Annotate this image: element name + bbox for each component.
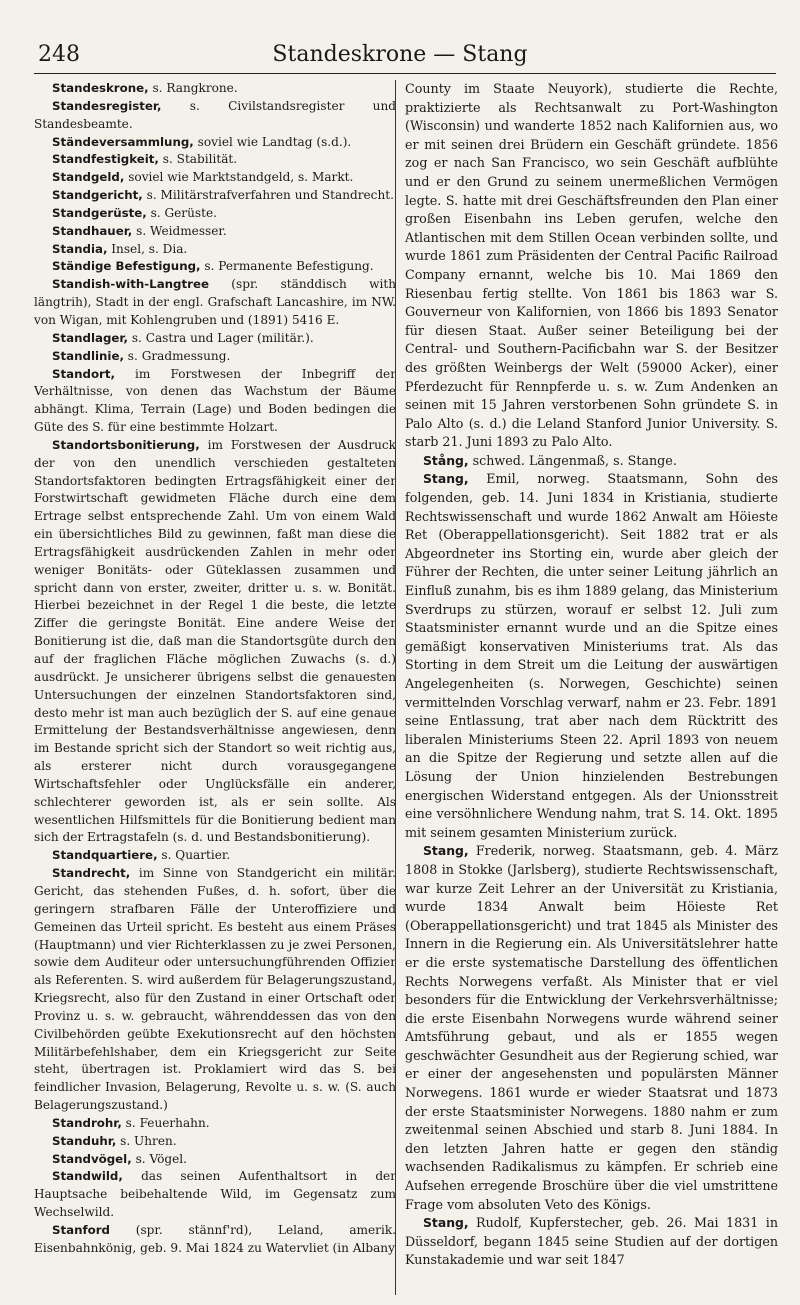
dictionary-entry: [34, 1133, 396, 1151]
dictionary-entry: [405, 80, 778, 452]
entry-text: s. Civilstandsregister und Standesbeamte.: [34, 98, 396, 131]
dictionary-entry: [34, 348, 396, 366]
entry-text: s. Stabilität.: [158, 152, 238, 167]
entry-text: s. Feuerhahn.: [121, 1115, 210, 1130]
running-title: Standeskrone — Stang: [272, 42, 528, 67]
entry-headword: Ständige Befestigung,: [52, 259, 201, 274]
right-column: [405, 80, 778, 1270]
dictionary-entry: [405, 470, 778, 842]
entry-text: s. Gerüste.: [146, 205, 217, 220]
entry-headword: Standwild,: [52, 1169, 123, 1184]
dictionary-entry: [34, 258, 396, 276]
dictionary-entry: [34, 205, 396, 223]
entry-headword: Standortsbonitierung,: [52, 437, 200, 452]
dictionary-entry: [34, 276, 396, 330]
entry-text: s. Militärstrafverfahren und Standrecht.: [142, 188, 394, 203]
entry-headword: Standesregister,: [52, 98, 162, 113]
entry-text: soviel wie Landtag (s.d.).: [193, 134, 352, 149]
entry-text: im Forstwesen der Ausdruck der von den unendlich verschieden gestalteten Standortsfaktoren bedingten Ertragsfähigkeit einer der Forstwirtschaft gewidmeten Fläche durch eine dem Ertrage selbst entsprechende Zahl. Um von einem Wald ein übersichtliches Bild zu gewinnen, faßt man diese die Ertragsfähigkeit ausdrückenden Zahlen in mehr oder weniger Bonitäts- oder Güteklassen zusammen und spricht dann von erster, zweiter, dritter u. s. w. Bonität. Hierbei bezeichnet in der Regel 1 die beste, die letzte Ziffer die geringste Bonität. Eine andere Weise der Bonitierung ist die, daß man die Standortsgüte durch den auf der fraglichen Fläche möglichen Zuwachs (s. d.) ausdrückt. Je unsicherer übrigens selbst die genauesten Untersuchungen der einzelnen Standortsfaktoren sind, desto mehr ist man auch bezüglich der S. auf eine genaue Ermittelung der Bestandsverhältnisse angewiesen, denn im Bestande spricht sich der Standort so weit richtig aus, als ersterer nicht durch vorausgegangene Wirtschaftsfehler oder Unglücksfälle ein anderer, schlechterer geworden ist, als er sein sollte. Als wesentlichen Hilfsmittels für die Bonitierung bedient man sich der Ertragstafeln (s. d. und Bestandsbonitierung).: [34, 437, 396, 845]
entry-headword: Standvögel,: [52, 1151, 132, 1166]
entry-text: schwed. Längenmaß, s. Stange.: [468, 452, 677, 468]
entry-text: (spr. stännf'rd), Leland, amerik. Eisenbahnkönig, geb. 9. Mai 1824 zu Watervliet (in Albany: [34, 1223, 396, 1255]
entry-text: County im Staate Neuyork), studierte die Rechte, praktizierte als Rechtsanwalt zu Port-Washington (Wisconsin) und wanderte 1852 nach Kalifornien aus, wo er mit seinen drei Brüdern ein Geschäft gründete. 1856 zog er nach San Francisco, wo sein Geschäft aufblühte und er den Grund zu seinem unermeßlichen Vermögen legte. S. hatte mit drei Geschäftsfreunden den Plan einer großen Eisenbahn ins Leben gerufen, welche den Atlantischen mit dem Stillen Ocean verbinden sollte, und wurde 1861 zum Präsidenten der Central Pacific Railroad Company ernannt, welche bis 10. Mai 1869 den Riesenbau fertig stellte. Von 1861 bis 1863 war S. Gouverneur von Kalifornien, von 1866 bis 1893 Senator für diesen Staat. Außer seiner Beteiligung bei der Central- und Southern-Pacificbahn war S. der Besitzer des größten Weinbergs der Welt (59000 Acker), einer Pferdezucht für Rennpferde u. s. w. Zum Andenken an seinen mit 15 Jahren verstorbenen Sohn gründete S. in Palo Alto (s. d.) die Leland Stanford Junior University. S. starb 21. Juni 1893 zu Palo Alto.: [405, 81, 778, 450]
dictionary-entry: [34, 847, 396, 865]
dictionary-entry: [405, 842, 778, 1214]
entry-headword: Standia,: [52, 241, 108, 256]
entry-headword: Stang,: [423, 471, 469, 487]
entry-text: Rudolf, Kupferstecher, geb. 26. Mai 1831 in Düsseldorf, begann 1845 seine Studien auf der dortigen Kunstakademie und war seit 1847: [405, 1215, 778, 1268]
entry-headword: Standquartiere,: [52, 848, 158, 863]
entry-headword: Stång,: [423, 452, 469, 468]
entry-headword: Stanford: [52, 1223, 110, 1237]
dictionary-entry: [34, 134, 396, 152]
column-divider: [395, 80, 396, 1295]
entry-text: Insel, s. Dia.: [107, 241, 188, 256]
dictionary-entry: [34, 1168, 396, 1222]
entry-headword: Standort,: [52, 366, 115, 381]
entry-text: im Forstwesen der Inbegriff der Verhältnisse, von denen das Wachstum der Bäume abhängt. Klima, Terrain (Lage) und Boden bedingen die Güte des S. für eine bestimmte Holzart.: [34, 366, 396, 435]
dictionary-entry: [34, 330, 396, 348]
dictionary-entry: [405, 1214, 778, 1270]
entry-headword: Standgeld,: [52, 170, 125, 185]
entry-text: Emil, norweg. Staatsmann, Sohn des folgenden, geb. 14. Juni 1834 in Kristiania, studierte Rechtswissenschaft und wurde 1862 Anwalt am Höieste Ret (Oberappellationsgericht). Seit 1882 trat er als Abgeordneter ins Storting ein, wurde aber gleich der Führer der Rechten, die unter seiner Leitung jährlich an Einfluß zunahm, bis es ihm 1889 gelang, das Ministerium Sverdrups zu stürzen, worauf er selbst 12. Juli zum Staatsminister ernannt wurde und an die Spitze eines gemäßigt konservativen Ministeriums trat. Als das Storting in dem Streit um die Leitung der auswärtigen Angelegenheiten (s. Norwegen, Geschichte) seinen vermittelnden Vorschlag verwarf, nahm er 23. Febr. 1891 seine Entlassung, trat aber nach dem Rücktritt des liberalen Ministeriums Steen 22. April 1893 von neuem an die Spitze der Regierung und setzte allen auf die Lösung der Union hinzielenden Bestrebungen energischen Widerstand entgegen. Als der Unionsstreit eine versöhnlichere Wendung nahm, trat S. 14. Okt. 1895 mit seinem gesamten Ministerium zurück.: [405, 471, 778, 840]
dictionary-entry: [34, 1115, 396, 1133]
entry-headword: Standlager,: [52, 330, 128, 345]
dictionary-entry: [34, 169, 396, 187]
entry-text: das seinen Aufenthaltsort in der Hauptsache beibehaltende Wild, im Gegensatz zum Wechselwild.: [34, 1169, 396, 1220]
dictionary-entry: [405, 452, 778, 471]
dictionary-entry: [34, 223, 396, 241]
dictionary-entry: [34, 366, 396, 437]
entry-headword: Stang,: [423, 1215, 469, 1231]
entry-headword: Standish-with-Langtree: [52, 277, 209, 292]
dictionary-entry: [34, 241, 396, 259]
entry-text: s. Vögel.: [131, 1151, 187, 1166]
entry-text: (spr. ständdisch with längtrih), Stadt in der engl. Grafschaft Lancashire, im NW. von Wigan, mit Kohlengruben und (1891) 5416 E.: [34, 277, 396, 327]
entry-headword: Standfestigkeit,: [52, 152, 159, 167]
entry-headword: Standeskrone,: [52, 81, 149, 95]
page-number: 248: [38, 42, 80, 67]
entry-headword: Ständeversammlung,: [52, 134, 194, 149]
entry-headword: Standrohr,: [52, 1115, 122, 1130]
entry-text: im Sinne von Standgericht ein militär. Gericht, das stehenden Fußes, d. h. sofort, über die geringern strafbaren Fälle der Unteroffiziere und Gemeinen das Urteil spricht. Es besteht aus einem Präses (Hauptmann) und vier Richterklassen zu je zwei Personen, sowie dem Auditeur oder untersuchungführenden Offizier als Referenten. S. wird außerdem für Belagerungszustand, Kriegsrecht, also für den Zustand in einer Ortschaft oder Provinz u. s. w. gebraucht, währenddessen das von den Civilbehörden geübte Exekutionsrecht auf den höchsten Militärbefehlshaber, dem ein Kriegsgericht zur Seite steht, übertragen ist. Proklamiert wird das S. bei feindlicher Invasion, Belagerung, Revolte u. s. w. (S. auch Belagerungszustand.): [34, 866, 396, 1113]
dictionary-entry: [34, 865, 396, 1115]
entry-headword: Standgericht,: [52, 188, 143, 203]
entry-text: s. Permanente Befestigung.: [200, 259, 374, 274]
entry-text: s. Uhren.: [116, 1133, 177, 1148]
dictionary-entry: [34, 151, 396, 169]
left-column: [34, 80, 396, 1258]
dictionary-entry: [34, 1151, 396, 1169]
entry-headword: Standlinie,: [52, 348, 124, 363]
dictionary-entry: [34, 437, 396, 847]
entry-headword: Standrecht,: [52, 866, 131, 881]
entry-headword: Standuhr,: [52, 1133, 117, 1148]
page-header: [0, 0, 800, 70]
entry-text: s. Rangkrone.: [148, 81, 238, 95]
entry-text: soviel wie Marktstandgeld, s. Markt.: [124, 170, 354, 185]
entry-text: Frederik, norweg. Staatsmann, geb. 4. März 1808 in Stokke (Jarlsberg), studierte Rechtswissenschaft, war kurze Zeit Lehrer an der Universität zu Kristiania, wurde 1834 Anwalt beim Höieste Ret (Oberappellationsgericht) und trat 1845 als Minister des Innern in die Regierung ein. Als Universitätslehrer hatte er die erste systematische Darstellung des öffentlichen Rechts Norwegens verfaßt. Als Minister that er viel besonders für die Entwicklung der Verkehrsverhältnisse; die erste Eisenbahn Norwegens wurde während seiner Amtsführung gebaut, und als er 1855 wegen geschwächter Gesundheit aus der Regierung schied, war er einer der angesehensten und populärsten Männer Norwegens. 1861 wurde er wieder Staatsrat und 1873 der erste Staatsminister Norwegens. 1880 nahm er zum zweitenmal seinen Abschied und starb 8. Juni 1884. In den letzten Jahren hatte er gegen den ständig wachsenden Radikalismus zu kämpfen. Er schrieb eine Aufsehen erregende Broschüre über die viel umstrittene Frage vom absoluten Veto des Königs.: [405, 843, 778, 1212]
dictionary-entry: [34, 187, 396, 205]
entry-text: s. Castra und Lager (militär.).: [127, 330, 314, 345]
entry-text: s. Gradmessung.: [123, 348, 231, 363]
header-rule: [34, 73, 776, 74]
entry-text: s. Quartier.: [157, 848, 231, 863]
entry-text: s. Weidmesser.: [132, 223, 227, 238]
entry-headword: Standgerüste,: [52, 205, 147, 220]
dictionary-entry: [34, 80, 396, 98]
dictionary-entry: [34, 1222, 396, 1258]
dictionary-entry: [34, 98, 396, 134]
entry-headword: Stang,: [423, 843, 469, 859]
entry-headword: Standhauer,: [52, 223, 133, 238]
